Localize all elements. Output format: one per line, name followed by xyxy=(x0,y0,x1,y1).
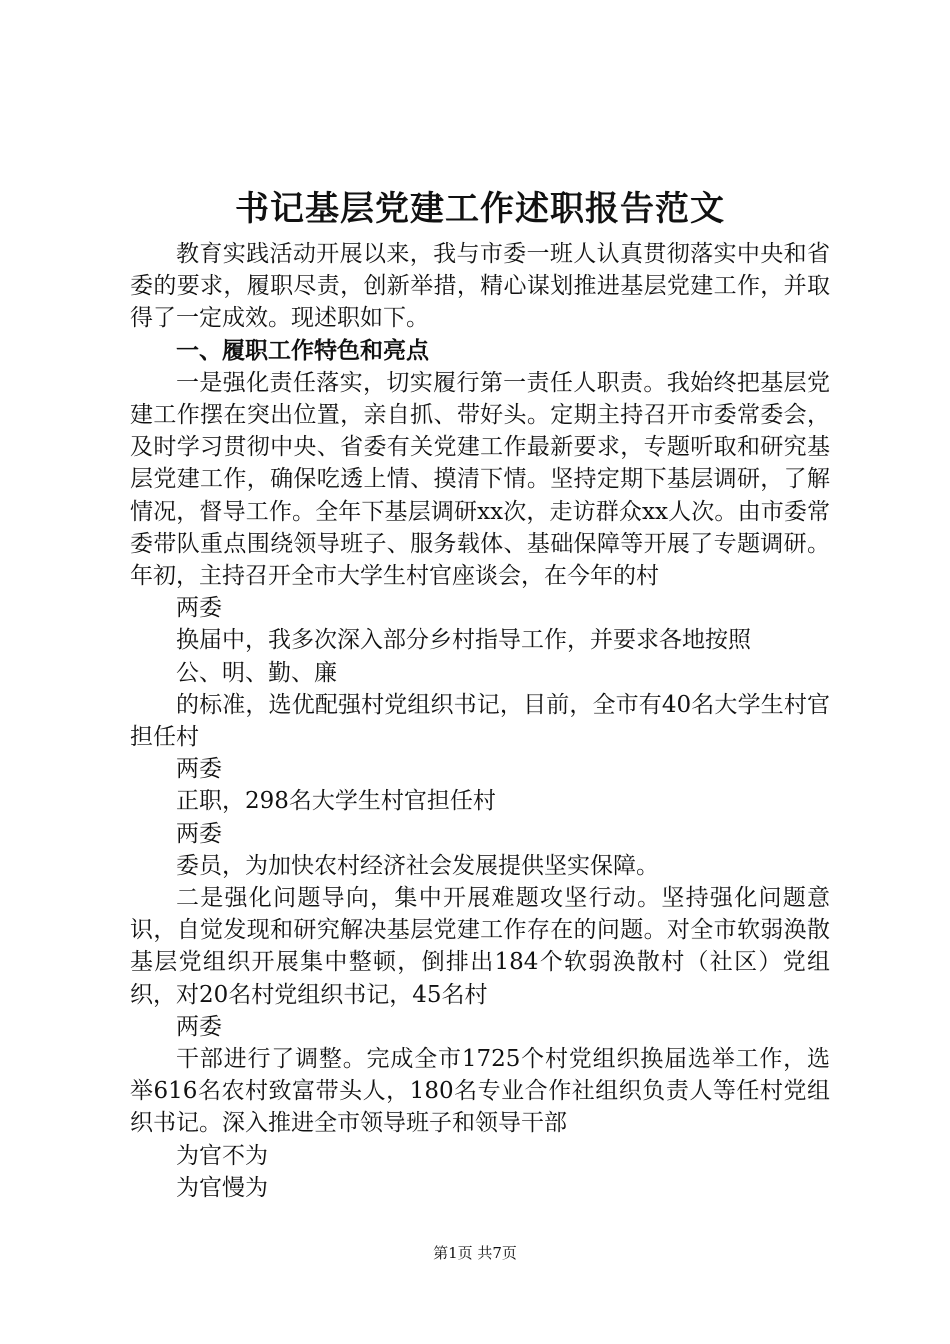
paragraph-fragment: 换届中，我多次深入部分乡村指导工作，并要求各地按照 xyxy=(176,627,751,654)
page-number-footer: 第1页 共7页 xyxy=(433,1244,517,1262)
section-heading: 一、履职工作特色和亮点 xyxy=(176,336,429,364)
paragraph-fragment: 两委 xyxy=(176,756,222,783)
document-title: 书记基层党建工作述职报告范文 xyxy=(235,189,725,229)
document-page xyxy=(130,180,830,1204)
paragraph-fragment: 干部进行了调整。完成全市1725个村党组织换届选举工作，选举616名农村致富带头人，180名专业合作社组织负责人等任村党组织书记。深入推进全市领导班子和领导干部 xyxy=(130,1046,830,1137)
paragraph-fragment: 公、明、勤、廉 xyxy=(176,659,337,686)
paragraph-fragment: 的标准，选优配强村党组织书记，目前，全市有40名大学生村官担任村 xyxy=(130,691,830,751)
paragraph-fragment: 正职，298名大学生村官担任村 xyxy=(176,788,496,815)
paragraph-fragment: 委员，为加快农村经济社会发展提供坚实保障。 xyxy=(176,852,659,879)
paragraph-item-two: 二是强化问题导向，集中开展难题攻坚行动。坚持强化问题意识，自觉发现和研究解决基层党建工作存在的问题。对全市软弱涣散基层党组织开展集中整顿，倒排出184个软弱涣散村（社区）党组织，对20名村党组织书记，45名村 xyxy=(130,885,830,1008)
paragraph-fragment: 为官不为 xyxy=(176,1142,268,1169)
paragraph-fragment: 两委 xyxy=(176,595,222,622)
paragraph-item-one: 一是强化责任落实，切实履行第一责任人职责。我始终把基层党建工作摆在突出位置，亲自抓、带好头。定期主持召开市委常委会，及时学习贯彻中央、省委有关党建工作最新要求，专题听取和研究基层党建工作，确保吃透上情、摸清下情。坚持定期下基层调研，了解情况，督导工作。全年下基层调研xx次，走访群众xx人次。由市委常委带队重点围绕领导班子、服务载体、基础保障等开展了专题调研。年初，主持召开全市大学生村官座谈会，在今年的村 xyxy=(130,369,830,590)
paragraph-fragment: 两委 xyxy=(176,820,222,847)
paragraph-fragment: 两委 xyxy=(176,1013,222,1040)
paragraph-intro: 教育实践活动开展以来，我与市委一班人认真贯彻落实中央和省委的要求，履职尽责，创新举措，精心谋划推进基层党建工作，并取得了一定成效。现述职如下。 xyxy=(130,241,830,332)
paragraph-fragment: 为官慢为 xyxy=(176,1174,268,1201)
